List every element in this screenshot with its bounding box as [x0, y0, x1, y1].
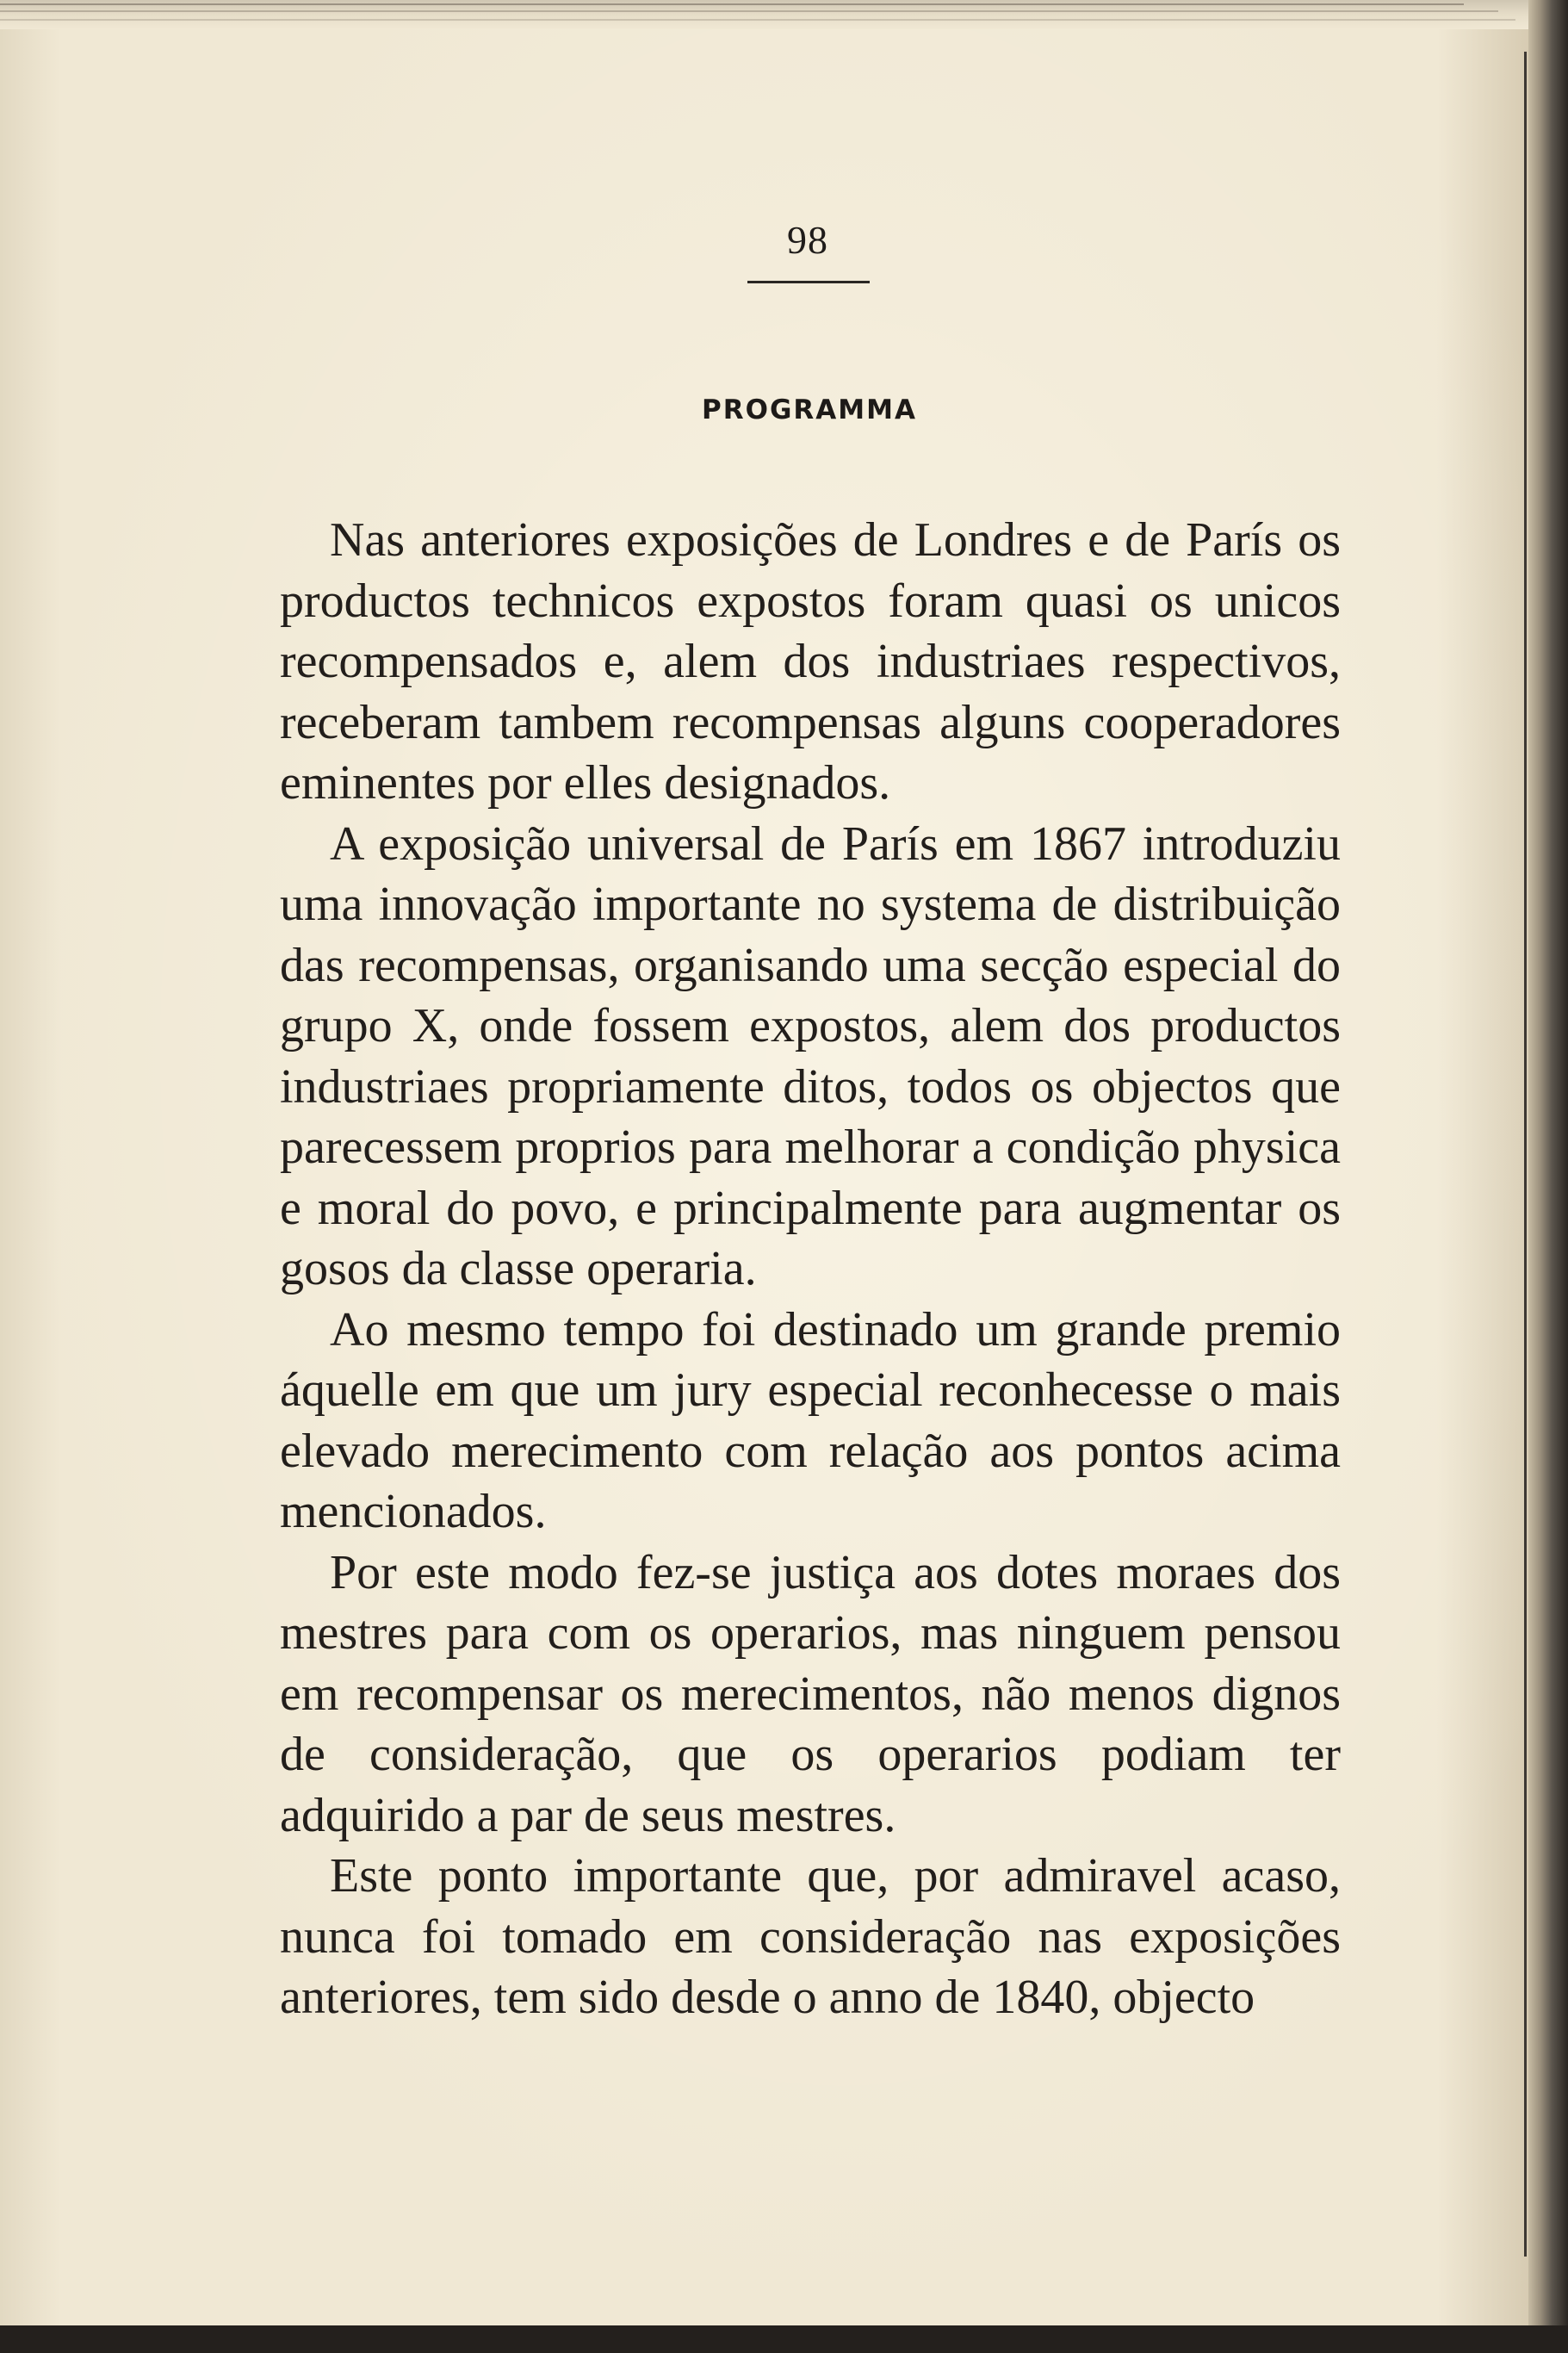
paragraph: Este ponto importante que, por admiravel acaso, nunca foi tomado em consideração nas exposições anteriores, tem sido desde o anno de 1840, objecto — [280, 1849, 1341, 2024]
page-edge-line — [0, 10, 1498, 12]
body-text — [280, 510, 1341, 2028]
paragraph: A exposição universal de París em 1867 introduziu uma innovação importante no systema de distribuição das recompensas, organisando uma secção especial do grupo X, onde fossem expostos, alem dos productos industriaes propriamente ditos, todos os objectos que parecessem proprios para melhorar a condição physica e moral do povo, e principalmente para augmentar os gosos da classe operaria. — [280, 816, 1341, 1295]
paragraph: Nas anteriores exposições de Londres e de París os productos technicos expostos foram quasi os unicos recompensados e, alem dos industriaes respectivos, receberam tambem recompensas alguns cooperadores eminentes por elles designados. — [280, 513, 1341, 810]
bottom-shadow — [0, 2325, 1568, 2353]
running-heading: PROGRAMMA — [702, 394, 917, 425]
page-edge-line — [0, 19, 1515, 21]
page-stack-edge — [1528, 0, 1568, 2353]
paragraph: Ao mesmo tempo foi destinado um grande premio áquelle em que um jury especial reconhecesse o mais elevado merecimento com relação aos pontos acima mencionados. — [280, 1302, 1341, 1538]
page-edge-line — [0, 3, 1464, 5]
page-number-rule — [747, 281, 870, 283]
binding-rule — [1524, 52, 1527, 2257]
page-top-edge — [0, 0, 1568, 29]
page-number: 98 — [787, 218, 828, 262]
paragraph: Por este modo fez-se justiça aos dotes moraes dos mestres para com os operarios, mas ninguem pensou em recompensar os merecimentos, não menos dignos de consideração, que os operarios podiam ter adquirido a par de seus mestres. — [280, 1545, 1341, 1842]
